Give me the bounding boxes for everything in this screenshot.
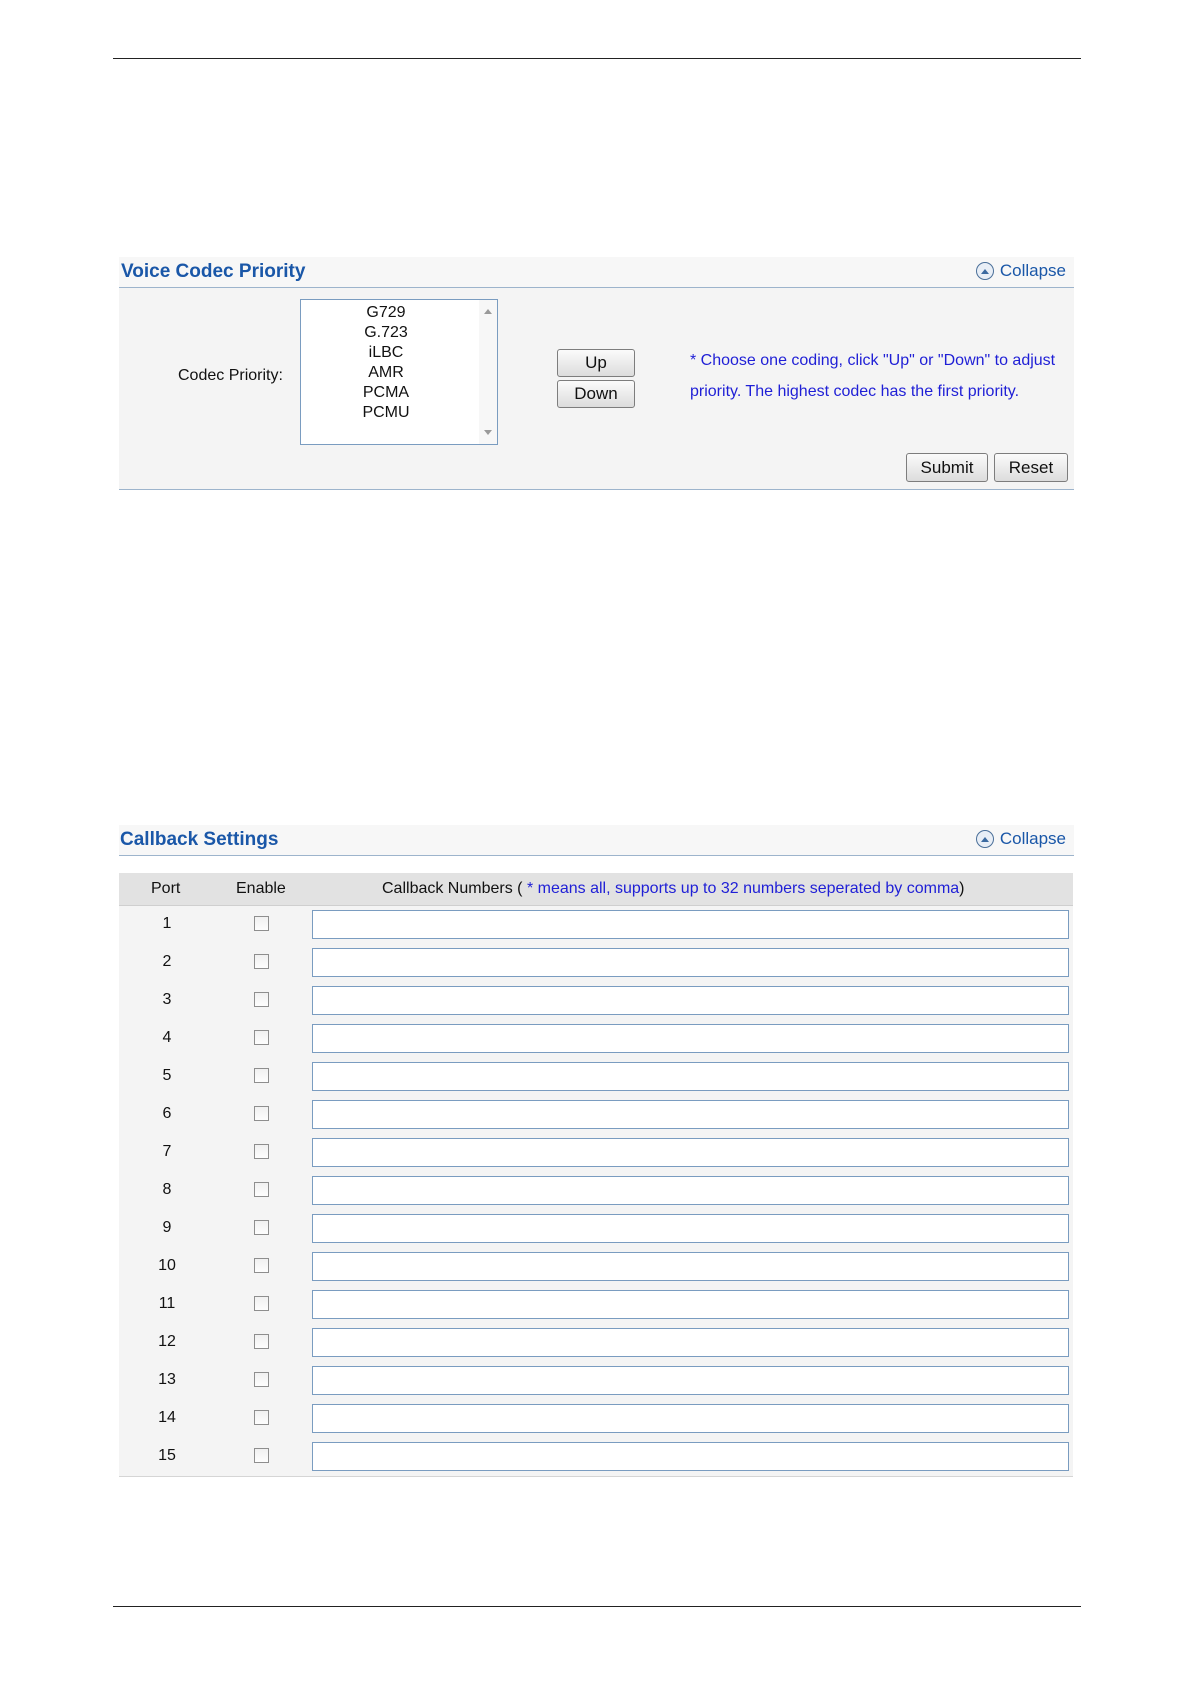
table-row (119, 1020, 1073, 1059)
table-row (119, 1438, 1073, 1477)
callback-numbers-input[interactable] (312, 1328, 1069, 1357)
scroll-down-icon[interactable] (484, 430, 492, 435)
enable-checkbox[interactable] (254, 1068, 269, 1083)
port-number: 3 (162, 991, 172, 1008)
enable-checkbox[interactable] (254, 1182, 269, 1197)
codec-option[interactable]: AMR (368, 364, 404, 381)
port-number: 12 (158, 1333, 176, 1350)
scroll-up-icon[interactable] (484, 309, 492, 314)
col-callback-numbers-close: ) (959, 880, 965, 897)
col-callback-numbers (382, 880, 965, 898)
callback-numbers-input[interactable] (312, 1214, 1069, 1243)
down-button[interactable]: Down (557, 380, 635, 408)
collapse-icon (976, 262, 994, 280)
codec-note-line1: * Choose one coding, click "Up" or "Down" to adjust (690, 352, 1056, 369)
table-row (119, 1096, 1073, 1135)
enable-checkbox[interactable] (254, 992, 269, 1007)
port-number: 14 (158, 1409, 176, 1426)
enable-checkbox[interactable] (254, 1372, 269, 1387)
port-number: 9 (162, 1219, 172, 1236)
codec-option[interactable]: PCMU (362, 404, 410, 421)
port-number: 15 (158, 1447, 176, 1464)
port-number: 7 (162, 1143, 172, 1160)
codec-priority-label: Codec Priority: (178, 367, 283, 384)
codec-priority-listbox[interactable] (300, 299, 498, 445)
up-button[interactable]: Up (557, 349, 635, 377)
enable-checkbox[interactable] (254, 1106, 269, 1121)
port-number: 11 (158, 1295, 176, 1312)
enable-checkbox[interactable] (254, 1448, 269, 1463)
panel-title: Callback Settings (120, 829, 279, 850)
table-header (119, 873, 1073, 906)
port-number: 2 (162, 953, 172, 970)
col-port: Port (151, 880, 181, 897)
enable-checkbox[interactable] (254, 1410, 269, 1425)
port-number: 10 (158, 1257, 176, 1274)
enable-checkbox[interactable] (254, 1296, 269, 1311)
table-row (119, 1286, 1073, 1325)
top-rule (113, 58, 1081, 59)
enable-checkbox[interactable] (254, 1144, 269, 1159)
enable-checkbox[interactable] (254, 1258, 269, 1273)
codec-option[interactable]: iLBC (368, 344, 404, 361)
col-callback-numbers-label: Callback Numbers ( (382, 880, 523, 897)
codec-option[interactable]: PCMA (362, 384, 410, 401)
collapse-button[interactable] (976, 829, 1066, 849)
col-callback-numbers-note: * means all, supports up to 32 numbers seperated by comma (526, 880, 960, 897)
collapse-label: Collapse (999, 261, 1066, 280)
enable-checkbox[interactable] (254, 954, 269, 969)
callback-numbers-input[interactable] (312, 1062, 1069, 1091)
collapse-icon (976, 830, 994, 848)
table-row (119, 1324, 1073, 1363)
callback-numbers-input[interactable] (312, 1442, 1069, 1471)
callback-settings-panel (119, 825, 1074, 1474)
port-number: 1 (162, 915, 172, 932)
callback-numbers-input[interactable] (312, 1176, 1069, 1205)
table-row (119, 1400, 1073, 1439)
port-number: 5 (162, 1067, 172, 1084)
table-row (119, 906, 1073, 945)
port-number: 6 (162, 1105, 172, 1122)
port-number: 4 (162, 1029, 172, 1046)
enable-checkbox[interactable] (254, 1220, 269, 1235)
callback-numbers-input[interactable] (312, 1404, 1069, 1433)
callback-numbers-input[interactable] (312, 1366, 1069, 1395)
codec-option[interactable]: G729 (366, 304, 406, 321)
callback-numbers-input[interactable] (312, 1100, 1069, 1129)
panel-title: Voice Codec Priority (121, 261, 306, 282)
reset-button[interactable]: Reset (994, 453, 1068, 482)
table-row (119, 1134, 1073, 1173)
callback-numbers-input[interactable] (312, 948, 1069, 977)
callback-numbers-input[interactable] (312, 1024, 1069, 1053)
table-row (119, 944, 1073, 983)
callback-numbers-input[interactable] (312, 1252, 1069, 1281)
collapse-button[interactable] (976, 261, 1066, 281)
table-row (119, 1172, 1073, 1211)
callback-numbers-input[interactable] (312, 1138, 1069, 1167)
enable-checkbox[interactable] (254, 916, 269, 931)
col-enable: Enable (236, 880, 286, 897)
collapse-label: Collapse (999, 829, 1066, 848)
table-row (119, 982, 1073, 1021)
port-number: 8 (162, 1181, 172, 1198)
table-row (119, 1058, 1073, 1097)
callback-numbers-input[interactable] (312, 910, 1069, 939)
enable-checkbox[interactable] (254, 1334, 269, 1349)
callback-numbers-input[interactable] (312, 986, 1069, 1015)
table-row (119, 1248, 1073, 1287)
panel-header (119, 257, 1074, 288)
voice-codec-priority-panel (119, 257, 1074, 490)
enable-checkbox[interactable] (254, 1030, 269, 1045)
listbox-scrollbar[interactable] (479, 300, 497, 444)
submit-button[interactable]: Submit (906, 453, 988, 482)
panel-bottom-border (119, 489, 1074, 490)
callback-numbers-input[interactable] (312, 1290, 1069, 1319)
port-number: 13 (158, 1371, 176, 1388)
codec-option[interactable]: G.723 (364, 324, 408, 341)
codec-note-line2: priority. The highest codec has the first priority. (690, 383, 1020, 400)
table-row (119, 1362, 1073, 1401)
panel-header (119, 825, 1074, 856)
table-row (119, 1210, 1073, 1249)
bottom-rule (113, 1606, 1081, 1607)
